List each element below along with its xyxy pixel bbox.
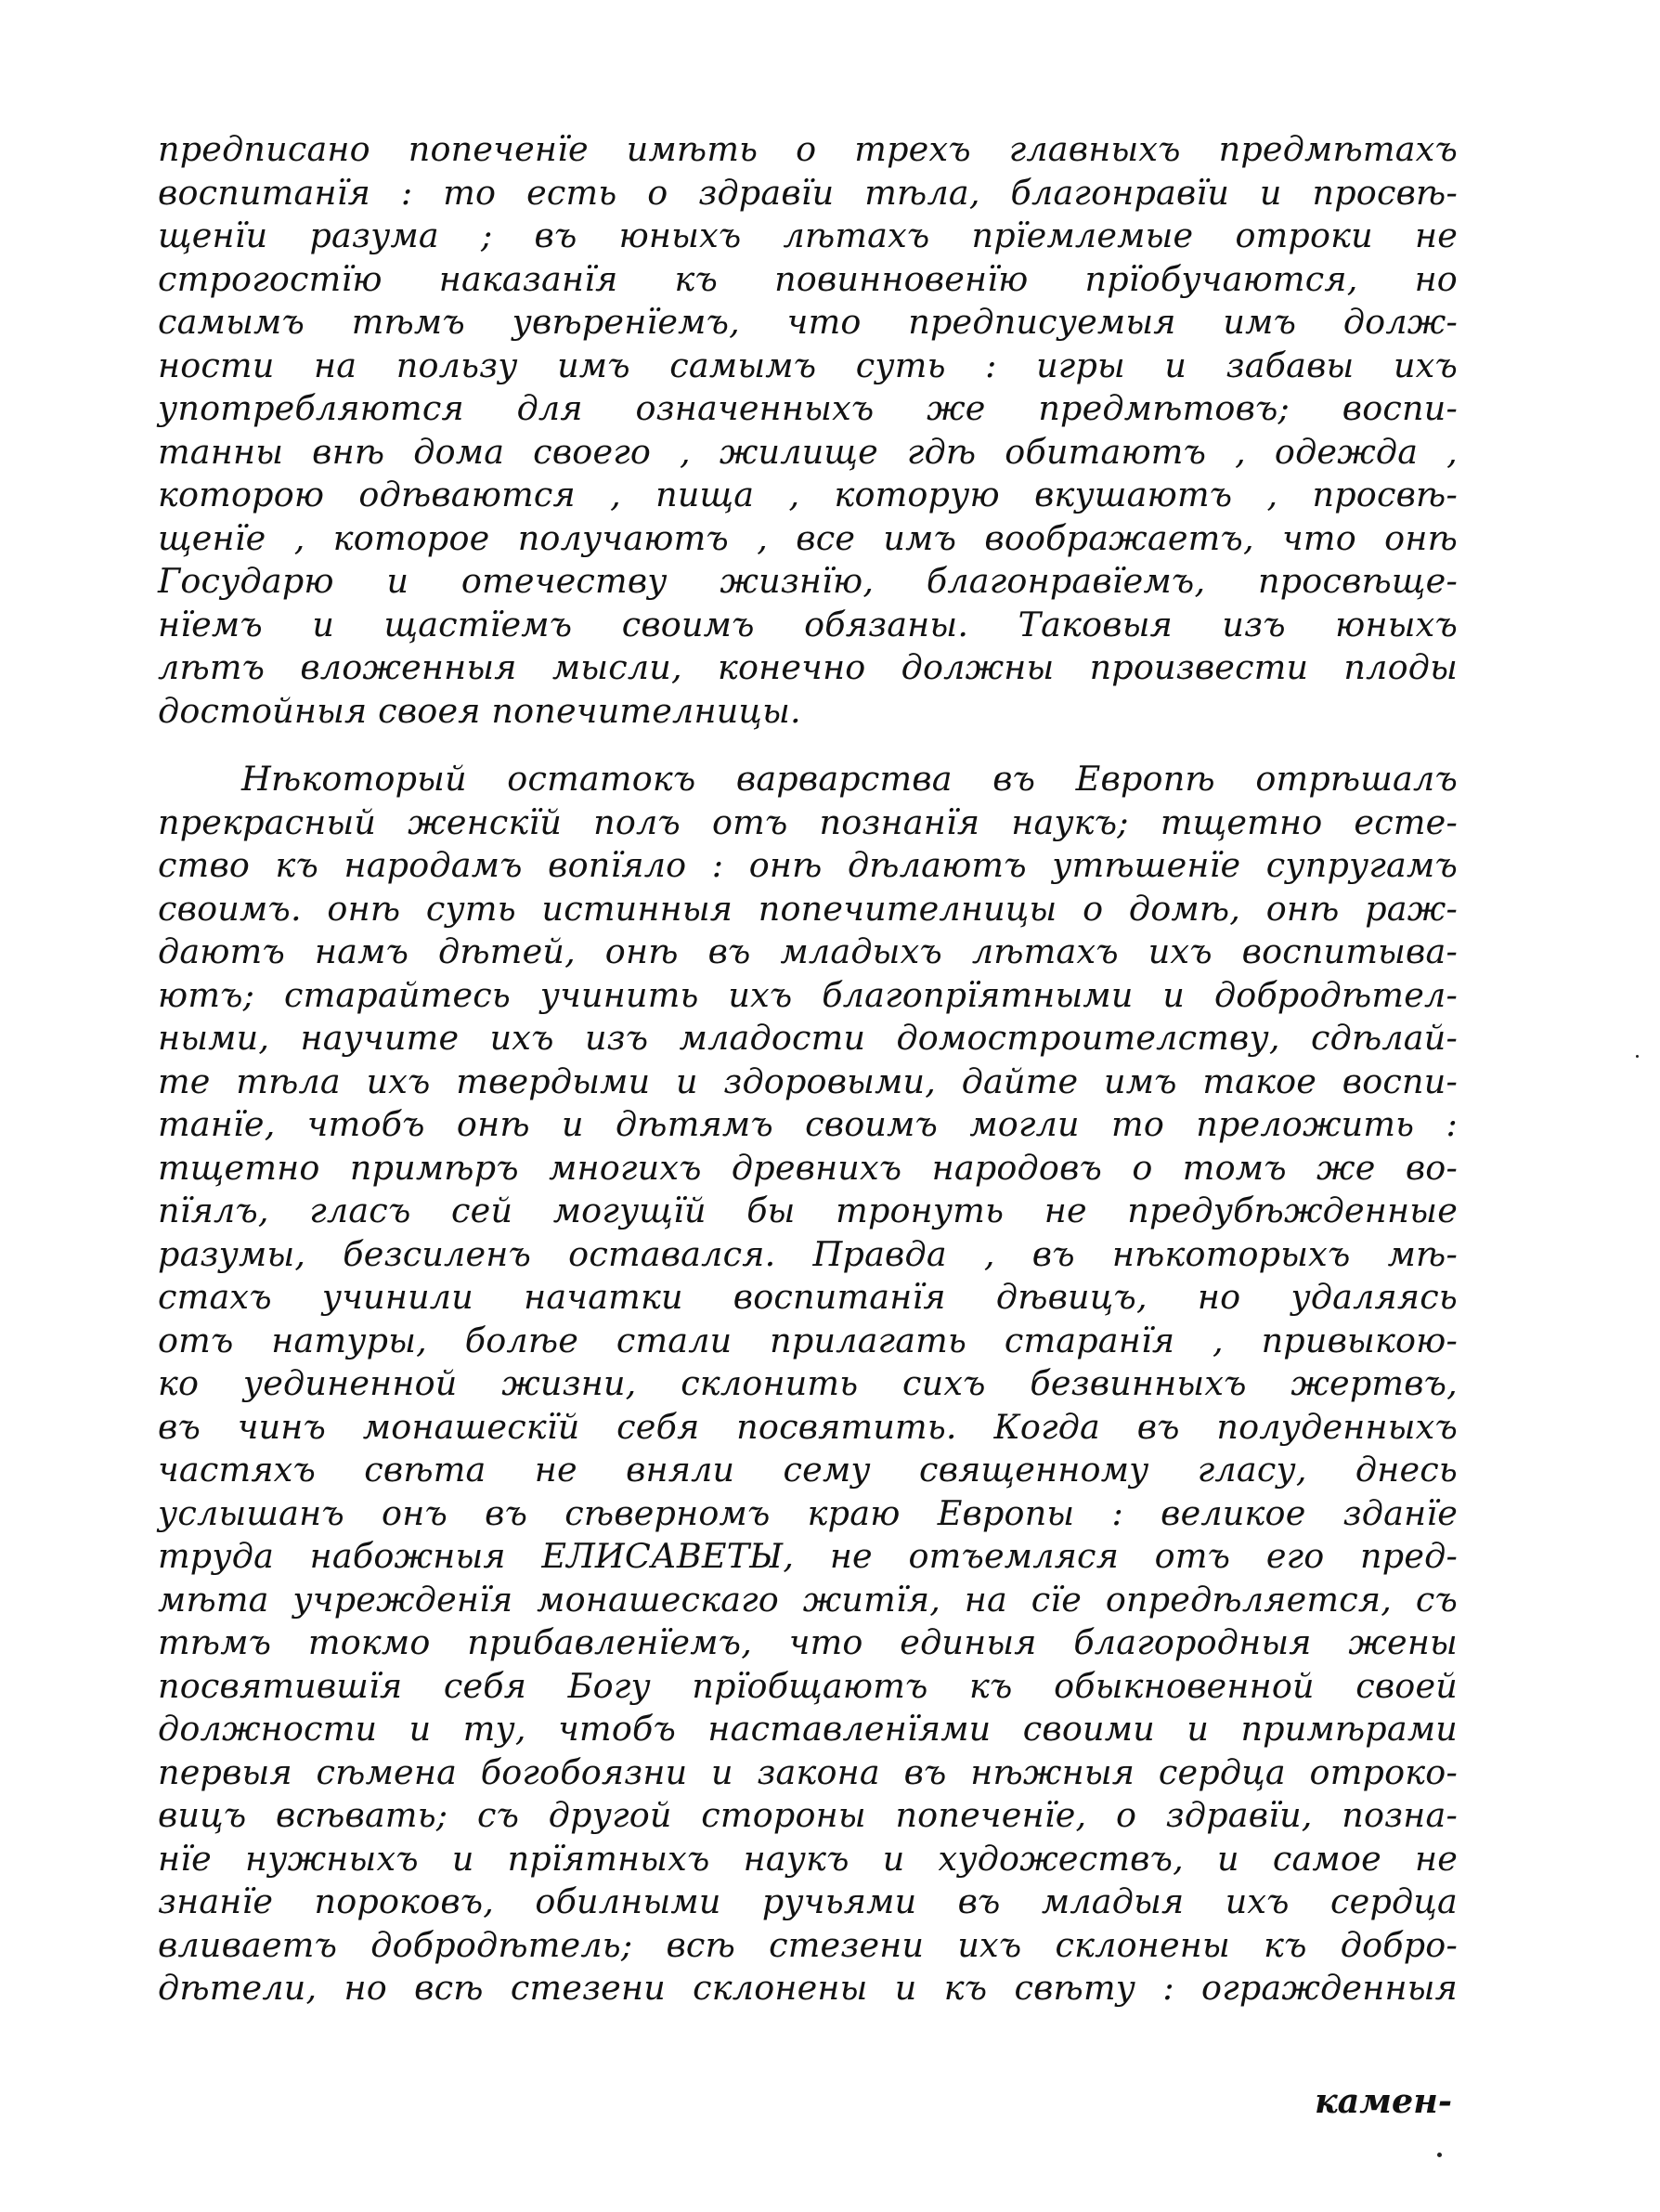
- text-line: лѣтъ вложенныя мысли, конечно должны произвести плоды: [158, 647, 1458, 687]
- text-line: строгостїю наказанїя къ повинновенїю прїобучаются, но: [158, 258, 1458, 299]
- paragraph-1: [158, 128, 1458, 733]
- text-line: прекрасный женскїй полъ отъ познанїя наукъ; тщетно есте-: [158, 801, 1458, 842]
- text-line: труда набожныя ЕЛИСАВЕТЫ, не отъемляся отъ его пред-: [158, 1536, 1458, 1576]
- text-line: нїе нужныхъ и прїятныхъ наукъ и художествъ, и самое не: [158, 1838, 1458, 1879]
- text-line: самымъ тѣмъ увѣренїемъ, что предписуемыя имъ долж-: [158, 302, 1458, 342]
- text-line: те тѣла ихъ твердыми и здоровыми, дайте имъ такое воспи-: [158, 1060, 1458, 1101]
- text-line: посвятившїя себя Богу прїобщаютъ къ обыкновенной своей: [158, 1665, 1458, 1706]
- text-line: стахъ учинили начатки воспитанїя дѣвицъ, но удаляясь: [158, 1277, 1458, 1317]
- text-line: тщетно примѣръ многихъ древнихъ народовъ о томъ же во-: [158, 1147, 1458, 1188]
- text-line: своимъ. онѣ суть истинныя попечителницы о домѣ, онѣ раж-: [158, 888, 1458, 929]
- text-line: ными, научите ихъ изъ младости домостроителству, сдѣлай-: [158, 1018, 1458, 1058]
- text-line: вливаетъ добродѣтель; всѣ стезени ихъ склонены къ добро-: [158, 1924, 1458, 1965]
- text-line: пїялъ, гласъ сей могущїй бы тронуть не предубѣжденные: [158, 1191, 1458, 1230]
- text-line: предписано попеченїе имѣть о трехъ главныхъ предмѣтахъ: [158, 129, 1458, 169]
- text-line: отъ натуры, болѣе стали прилагать старанїя , привыкою-: [158, 1320, 1458, 1360]
- text-line: первыя сѣмена богобоязни и закона въ нѣжныя сердца отроко-: [158, 1751, 1458, 1792]
- text-line: щенїи разума ; въ юныхъ лѣтахъ прїемлемые отроки не: [158, 215, 1458, 255]
- text-line: употребляются для означенныхъ же предмѣтовъ; воспи-: [158, 388, 1458, 428]
- text-line: щенїе , которое получаютъ , все имъ воображаетъ, что онѣ: [158, 517, 1458, 558]
- text-line: мѣта учрежденїя монашескаго житїя, на сїе опредѣляется, съ: [158, 1579, 1458, 1620]
- text-line: знанїе пороковъ, обилными ручьями въ младыя ихъ сердца: [158, 1881, 1458, 1921]
- text-line: дѣтели, но всѣ стезени склонены и къ свѣту : огражденныя: [158, 1968, 1458, 2008]
- text-line: въ чинъ монашескїй себя посвятить. Когда въ полуденныхъ: [158, 1406, 1458, 1447]
- text-line: танны внѣ дома своего , жилище гдѣ обитаютъ , одежда ,: [158, 431, 1458, 472]
- text-line: воспитанїя : то есть о здравїи тѣла, благонравїи и просвѣ-: [158, 172, 1458, 213]
- text-line: должности и ту, чтобъ наставленїями своими и примѣрами: [158, 1709, 1458, 1749]
- text-line: ко уединенной жизни, склонить сихъ безвинныхъ жертвъ,: [158, 1363, 1458, 1403]
- text-line: даютъ намъ дѣтей, онѣ въ младыхъ лѣтахъ ихъ воспитыва-: [158, 931, 1458, 971]
- text-line: Государю и отечеству жизнїю, благонравїемъ, просвѣще-: [158, 561, 1458, 601]
- text-line: Нѣкоторый остатокъ варварства въ Европѣ отрѣшалъ: [241, 759, 1458, 799]
- text-line: тѣмъ токмо прибавленїемъ, что единыя благородныя жены: [158, 1622, 1458, 1662]
- text-line: разумы, безсиленъ оставался. Правда , въ нѣкоторыхъ мѣ-: [158, 1233, 1458, 1274]
- text-line: нїемъ и щастїемъ своимъ обязаны. Таковыя изъ юныхъ: [158, 604, 1458, 644]
- text-line: достойныя своея попечителницы.: [158, 690, 801, 731]
- text-line: услышанъ онъ въ сѣверномъ краю Европы : великое зданїе: [158, 1492, 1458, 1533]
- text-line: частяхъ свѣта не вняли сему священному гласу, днесь: [158, 1450, 1458, 1490]
- text-line: ство къ народамъ вопїяло : онѣ дѣлаютъ утѣшенїе супругамъ: [158, 845, 1458, 885]
- ink-speck: [1437, 2153, 1442, 2157]
- text-line: которою одѣваются , пища , которую вкушаютъ , просвѣ-: [158, 475, 1458, 514]
- text-line: танїе, чтобъ онѣ и дѣтямъ своимъ могли то преложить :: [158, 1104, 1458, 1144]
- ink-speck: [1636, 1055, 1639, 1058]
- text-line: ности на пользу имъ самымъ суть : игры и забавы ихъ: [158, 345, 1458, 385]
- text-line: ютъ; старайтесь учинить ихъ благопрїятными и добродѣтел-: [158, 974, 1458, 1015]
- catchword: камен-: [1314, 2081, 1452, 2121]
- paragraph-2: [158, 758, 1458, 2010]
- text-line: вицъ всѣвать; съ другой стороны попеченїе, о здравїи, позна-: [158, 1795, 1458, 1835]
